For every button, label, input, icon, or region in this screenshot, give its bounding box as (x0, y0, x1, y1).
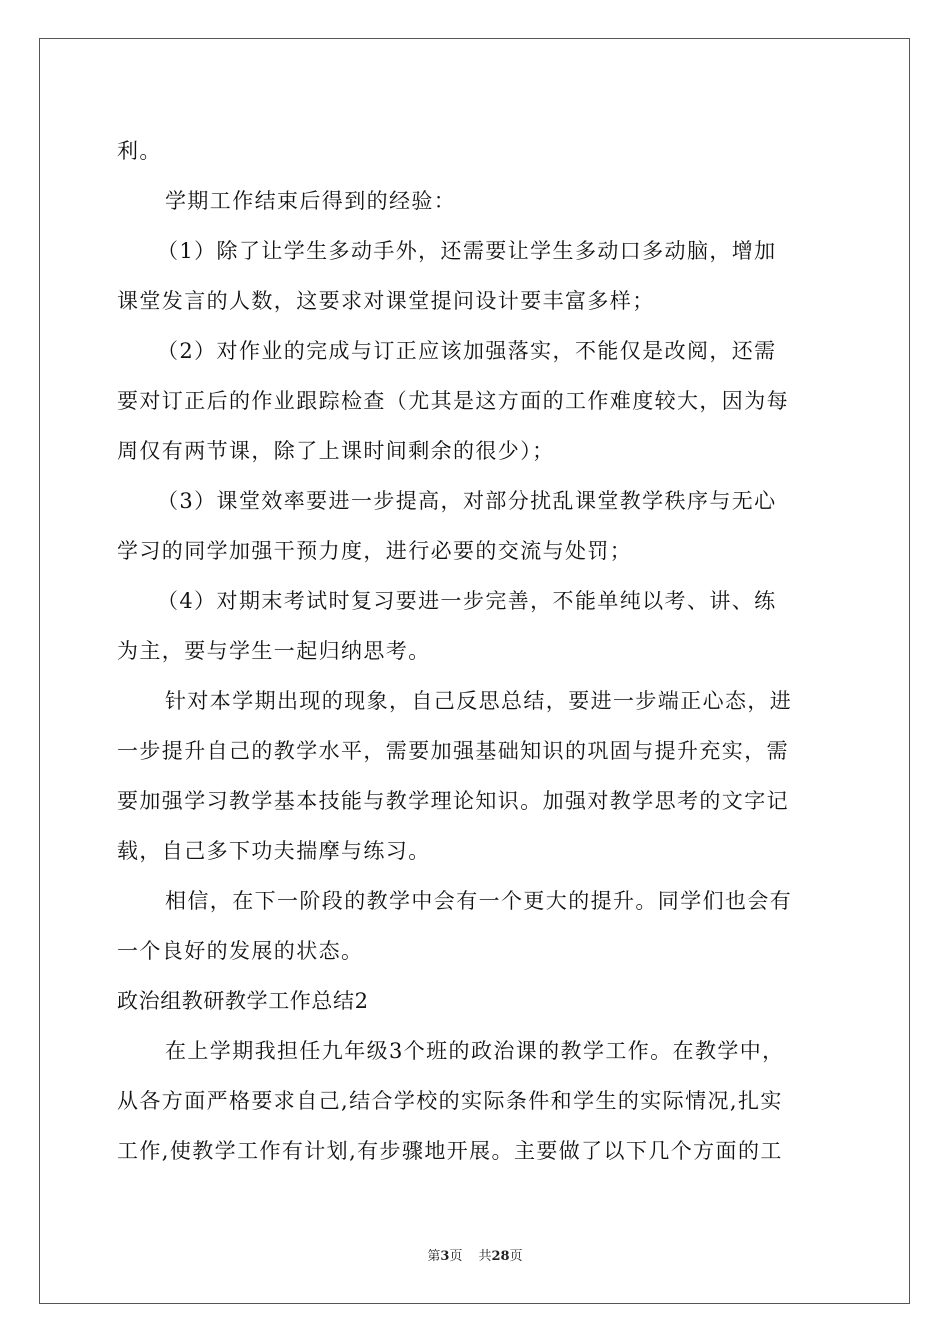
text-line: 在上学期我担任九年级3个班的政治课的教学工作。在教学中， (165, 1039, 785, 1063)
text-line: 一个良好的发展的状态。 (117, 939, 364, 963)
footer-total-prefix: 共 (478, 1249, 492, 1264)
footer-page-number: 3 (440, 1249, 450, 1264)
text-line: 要加强学习教学基本技能与教学理论知识。加强对教学思考的文字记 (117, 789, 789, 813)
text-line: 一步提升自己的教学水平，需要加强基础知识的巩固与提升充实，需 (117, 739, 789, 763)
section-heading: 政治组教研教学工作总结2 (117, 989, 369, 1013)
text-line: 相信，在下一阶段的教学中会有一个更大的提升。同学们也会有 (165, 889, 793, 913)
text-line: 学习的同学加强干预力度，进行必要的交流与处罚； (117, 539, 633, 563)
text-line: 周仅有两节课，除了上课时间剩余的很少）； (117, 439, 555, 463)
footer-total-suffix: 页 (509, 1249, 523, 1264)
text-line: 为主，要与学生一起归纳思考。 (117, 639, 431, 663)
text-line: 针对本学期出现的现象，自己反思总结，要进一步端正心态，进 (165, 689, 793, 713)
text-line: （3）课堂效率要进一步提高，对部分扰乱课堂教学秩序与无心 (157, 489, 777, 513)
footer-page-prefix: 第 (427, 1249, 441, 1264)
footer-total-number: 28 (491, 1249, 510, 1264)
text-line: 课堂发言的人数，这要求对课堂提问设计要丰富多样； (117, 289, 655, 313)
text-line: （2）对作业的完成与订正应该加强落实，不能仅是改阅，还需 (157, 339, 777, 363)
document-body (117, 126, 837, 1176)
page-footer (0, 1245, 950, 1264)
text-line: 工作,使教学工作有计划,有步骤地开展。主要做了以下几个方面的工 (117, 1139, 783, 1163)
footer-page-suffix: 页 (449, 1249, 463, 1264)
text-line: （4）对期末考试时复习要进一步完善，不能单纯以考、讲、练 (157, 589, 777, 613)
text-line: 利。 (117, 139, 162, 163)
text-line: 从各方面严格要求自己,结合学校的实际条件和学生的实际情况,扎实 (117, 1089, 783, 1113)
text-line: （1）除了让学生多动手外，还需要让学生多动口多动脑，增加 (157, 239, 777, 263)
text-line: 学期工作结束后得到的经验： (165, 189, 457, 213)
text-line: 载，自己多下功夫揣摩与练习。 (117, 839, 431, 863)
text-line: 要对订正后的作业跟踪检查（尤其是这方面的工作难度较大，因为每 (117, 389, 789, 413)
